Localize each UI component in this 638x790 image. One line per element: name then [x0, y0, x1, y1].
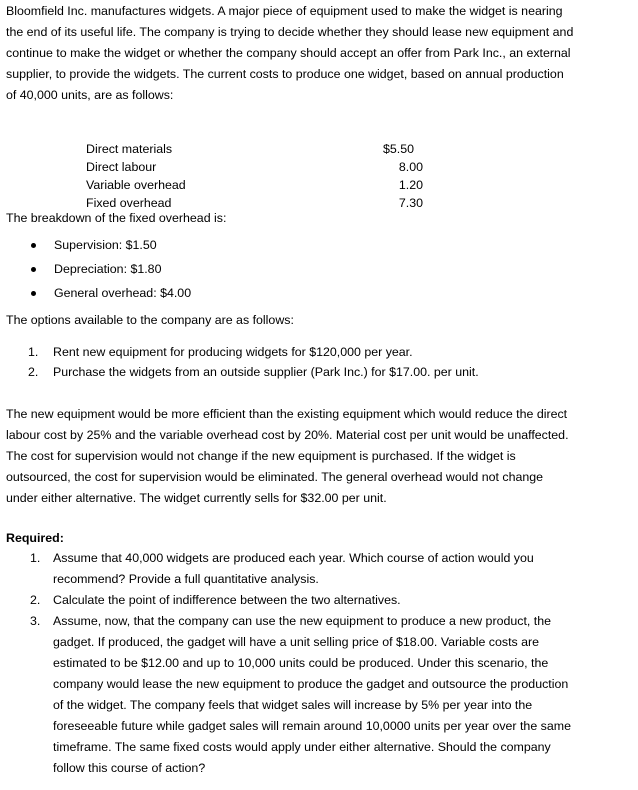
list-item-line: estimated to be $12.00 and up to 10,000 units could be produced. Under this scenario, the	[53, 656, 549, 670]
list-number: 2.	[28, 365, 39, 379]
list-item-line: Assume that 40,000 widgets are produced each year. Which course of action would you	[53, 551, 534, 565]
bullet-icon	[31, 243, 36, 248]
list-item	[30, 548, 630, 590]
cost-table	[86, 140, 486, 212]
list-item-line: timeframe. The same fixed costs would apply under either alternative. Should the company	[53, 740, 551, 754]
cost-value: $5.50	[383, 142, 415, 156]
list-item	[30, 590, 630, 611]
intro-line: Bloomfield Inc. manufactures widgets. A major piece of equipment used to make the widget is nearing	[6, 4, 563, 18]
options-heading: The options available to the company are as follows:	[6, 313, 294, 327]
list-number: 2.	[30, 593, 41, 607]
list-item-line: gadget. If produced, the gadget will have a unit selling price of $18.00. Variable costs are	[53, 635, 540, 649]
list-item-text: General overhead: $4.00	[54, 286, 192, 300]
cost-row	[86, 176, 486, 194]
cost-value: 8.00	[398, 160, 423, 174]
paragraph-line: The new equipment would be more efficient than the existing equipment which would reduce the direct	[6, 407, 568, 421]
list-number: 3.	[30, 614, 41, 628]
efficiency-paragraph	[6, 404, 632, 509]
list-item	[26, 281, 191, 305]
paragraph-line: The cost for supervision would not change if the new equipment is purchased. If the widget is	[6, 449, 516, 463]
cost-label: Variable overhead	[86, 178, 186, 192]
paragraph-line: labour cost by 25% and the variable overhead cost by 20%. Material cost per unit would be unaffected.	[6, 428, 569, 442]
list-item	[26, 233, 191, 257]
list-item-text: Supervision: $1.50	[54, 238, 157, 252]
list-item-text: Depreciation: $1.80	[54, 262, 162, 276]
list-item-line: company would lease the new equipment to produce the gadget and outsource the production	[53, 677, 569, 691]
list-item-line: of the widget. The company feels that widget sales will increase by 5% per year into the	[53, 698, 533, 712]
cost-label: Direct labour	[86, 160, 157, 174]
bullet-icon	[31, 267, 36, 272]
bullet-icon	[31, 291, 36, 296]
intro-line: supplier, to provide the widgets. The current costs to produce one widget, based on annual production	[6, 67, 564, 81]
required-list	[30, 548, 630, 779]
cost-value: 1.20	[398, 178, 423, 192]
list-number: 1.	[28, 345, 39, 359]
list-item	[28, 362, 479, 382]
list-item-text: Purchase the widgets from an outside supplier (Park Inc.) for $17.00. per unit.	[53, 365, 479, 379]
list-item-line: Calculate the point of indifference between the two alternatives.	[53, 593, 401, 607]
paragraph-line: outsourced, the cost for supervision would be eliminated. The general overhead would not change	[6, 470, 544, 484]
list-item-line: Assume, now, that the company can use the new equipment to produce a new product, the	[53, 614, 551, 628]
list-item	[26, 257, 191, 281]
list-item-text: Rent new equipment for producing widgets for $120,000 per year.	[53, 345, 413, 359]
list-item-line: follow this course of action?	[53, 761, 206, 775]
paragraph-line: under either alternative. The widget currently sells for $32.00 per unit.	[6, 491, 387, 505]
fixed-overhead-heading: The breakdown of the fixed overhead is:	[6, 211, 227, 225]
cost-label: Fixed overhead	[86, 196, 172, 210]
cost-row	[86, 140, 486, 158]
list-number: 1.	[30, 551, 41, 565]
intro-line: continue to make the widget or whether the company should accept an offer from Park Inc., an external	[6, 46, 571, 60]
cost-row	[86, 158, 486, 176]
fixed-overhead-list	[26, 233, 191, 305]
required-heading: Required:	[6, 531, 64, 545]
cost-value: 7.30	[398, 196, 423, 210]
list-item-line: recommend? Provide a full quantitative analysis.	[53, 572, 319, 586]
intro-line: the end of its useful life. The company is trying to decide whether they should lease new equipment and	[6, 25, 574, 39]
intro-line: of 40,000 units, are as follows:	[6, 88, 174, 102]
list-item	[30, 611, 630, 779]
list-item-line: foreseeable future while gadget sales will remain around 10,0000 units per year over the same	[53, 719, 571, 733]
options-list	[28, 342, 479, 382]
cost-label: Direct materials	[86, 142, 173, 156]
intro-paragraph	[6, 1, 632, 106]
list-item	[28, 342, 479, 362]
